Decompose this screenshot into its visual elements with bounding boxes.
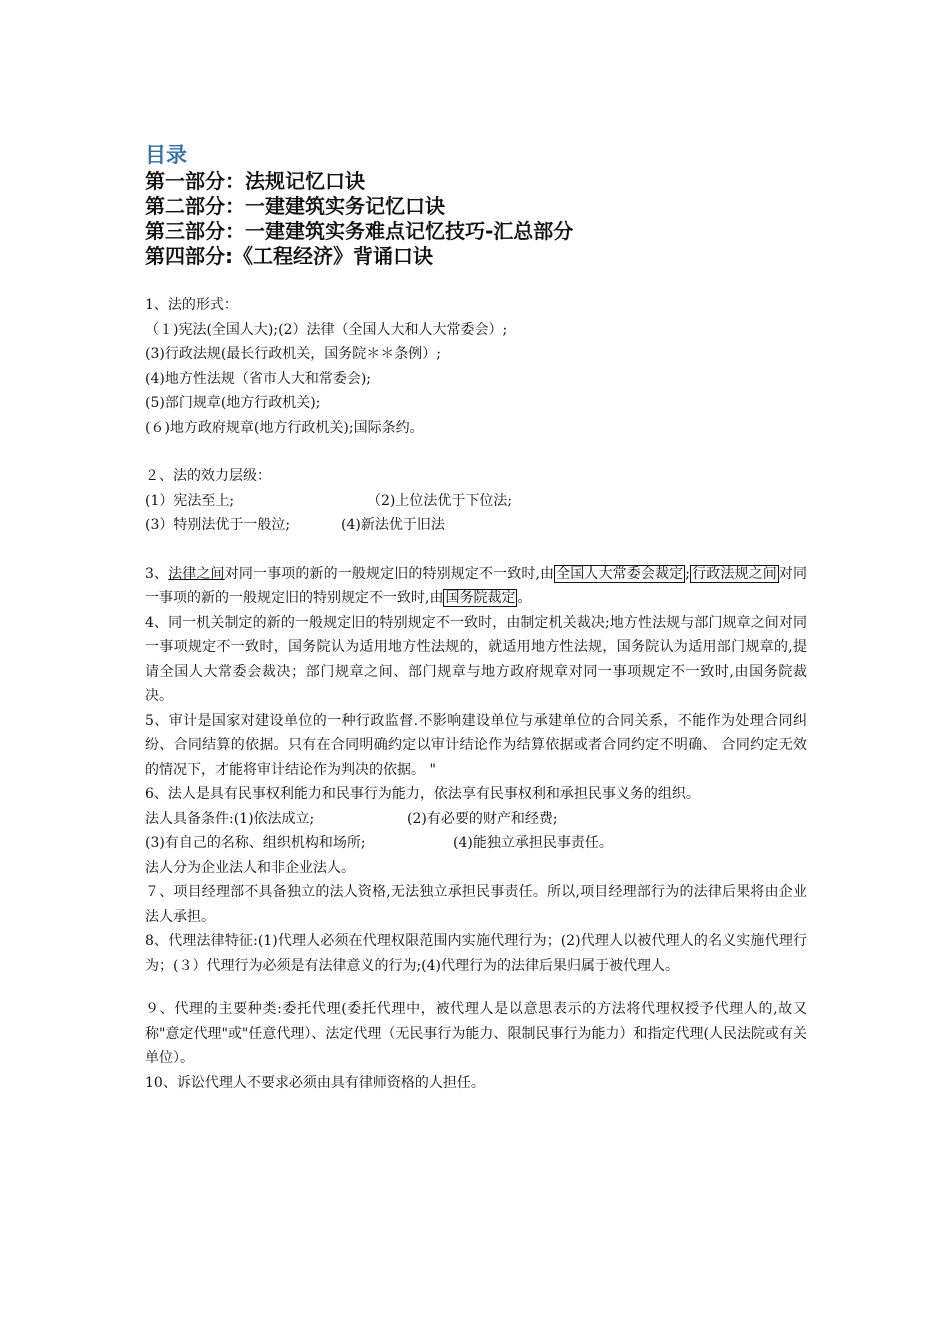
section-7-paragraph: ７、项目经理部不具备独立的法人资格,无法独立承担民事责任。所以,项目经理部行为的法律后果将由企业法人承担。 xyxy=(145,884,807,925)
section-1-line-1: （１)宪法(全国人大);(2）法律（全国人大和人大常委会）; xyxy=(145,321,508,338)
section-4-paragraph: 4、同一机关制定的新的一般规定旧的特别规定不一致时，由制定机关裁决;地方性法规与部门规章之间对同一事项规定不一致时，国务院认为适用地方性法规的，就适用地方性法规，国务院认为适用部门规章的,提请全国人大常委会裁决；部门规章之间、部门规章与地方政府规章对同一事项规定不一致时,由国务院裁决。 xyxy=(145,614,807,704)
condition-3: (3)有自己的名称、组织机构和场所; xyxy=(145,835,366,851)
section-2-row-1 xyxy=(145,489,807,514)
toc-title: 目录 xyxy=(145,143,187,167)
underlined-term-laws: 法律之间 xyxy=(168,565,225,582)
boxed-term-npc-ruling: 全国人大常委会裁定 xyxy=(556,565,684,582)
condition-1: 法人具备条件:(1)依法成立; xyxy=(145,810,315,827)
toc-item-4: 第四部分:《工程经济》背诵口诀 xyxy=(145,244,433,268)
section-3-text-1: 对同一事项的新的一般规定旧的特别规定不一致时,由 xyxy=(224,565,555,582)
boxed-term-state-council-ruling: 国务院裁定 xyxy=(445,590,516,606)
section-9-paragraph: ９、代理的主要种类:委托代理(委托代理中，被代理人是以意思表示的方法将代理权授予代理人的,故又称"意定代理"或"任意代理）、法定代理（无民事行为能力、限制民事行为能力）和指定代理(人民法院或有关单位）。 xyxy=(145,1001,807,1066)
section-8-paragraph: 8、代理法律特征:(1)代理人必须在代理权限范围内实施代理行为；(2)代理人以被代理人的名义实施代理行为；(３）代理行为必须是有法律意义的行为;(4)代理行为的法律后果归属于被代理人。 xyxy=(145,933,807,974)
boxed-term-admin-regulations: 行政法规之间 xyxy=(692,565,777,582)
section-3-text-2: 对同一事项的新的一般规定旧的特别规定不一致时,由 xyxy=(145,565,808,606)
toc-item-1: 第一部分：法规记忆口诀 xyxy=(145,169,365,193)
section-3-separator: ; xyxy=(685,565,691,582)
document-body xyxy=(145,293,807,1095)
condition-2: (2)有必要的财产和经费; xyxy=(407,810,558,827)
section-2-item-2: （2)上位法优于下位法; xyxy=(367,492,513,509)
section-2-row-2 xyxy=(145,513,807,538)
spacer xyxy=(145,538,807,562)
section-2-item-3: (3）特别法优于一般泣; xyxy=(145,517,291,533)
section-1-line-4: (5)部门规章(地方行政机关); xyxy=(145,395,321,411)
document-page xyxy=(145,142,807,1095)
section-6-paragraph: 6、法人是具有民事权利能力和民事行为能力，依法享有民事权利和承担民事义务的组织。 xyxy=(145,786,700,802)
section-6-last-line: 法人分为企业法人和非企业法人。 xyxy=(145,859,355,876)
section-1-heading: 1、法的形式： xyxy=(145,297,238,313)
section-5-paragraph: 5、审计是国家对建设单位的一种行政监督.不影响建设单位与承建单位的合同关系，不能作为处理合同纠纷、合同结算的依据。只有在合同明确约定以审计结论作为结算依据或者合同约定不明确、 合同约定无效的情况下，才能将审计结论作为判决的依据。 " xyxy=(145,712,807,778)
toc-item-2: 第二部分：一建建筑实务记忆口诀 xyxy=(145,194,445,218)
section-10-paragraph: 10、诉讼代理人不要求必须由具有律师资格的人担任。 xyxy=(145,1074,485,1091)
section-1-line-5: (６)地方政府规章(地方行政机关);国际条约。 xyxy=(145,419,424,436)
section-6-conditions-row-2 xyxy=(145,831,807,856)
section-3-end: 。 xyxy=(517,590,532,606)
section-3-number: 3、 xyxy=(145,565,169,582)
section-1-line-3: (4)地方性法规（省市人大和常委会); xyxy=(145,370,372,387)
spacer xyxy=(145,978,807,997)
toc-item-3: 第三部分：一建建筑实务难点记忆技巧-汇总部分 xyxy=(145,219,574,243)
condition-4: (4)能独立承担民事责任。 xyxy=(453,835,613,851)
section-2-item-4: (4)新法优于旧法 xyxy=(341,517,445,533)
section-6-conditions-row-1 xyxy=(145,807,807,832)
section-3-paragraph xyxy=(145,562,807,611)
spacer xyxy=(145,440,807,464)
section-2-item-1: (1）宪法至上; xyxy=(145,492,235,509)
section-1-line-2: (3)行政法规(最长行政机关，国务院＊＊条例）; xyxy=(145,346,442,362)
section-2-heading: ２、法的效力层级： xyxy=(145,468,271,484)
